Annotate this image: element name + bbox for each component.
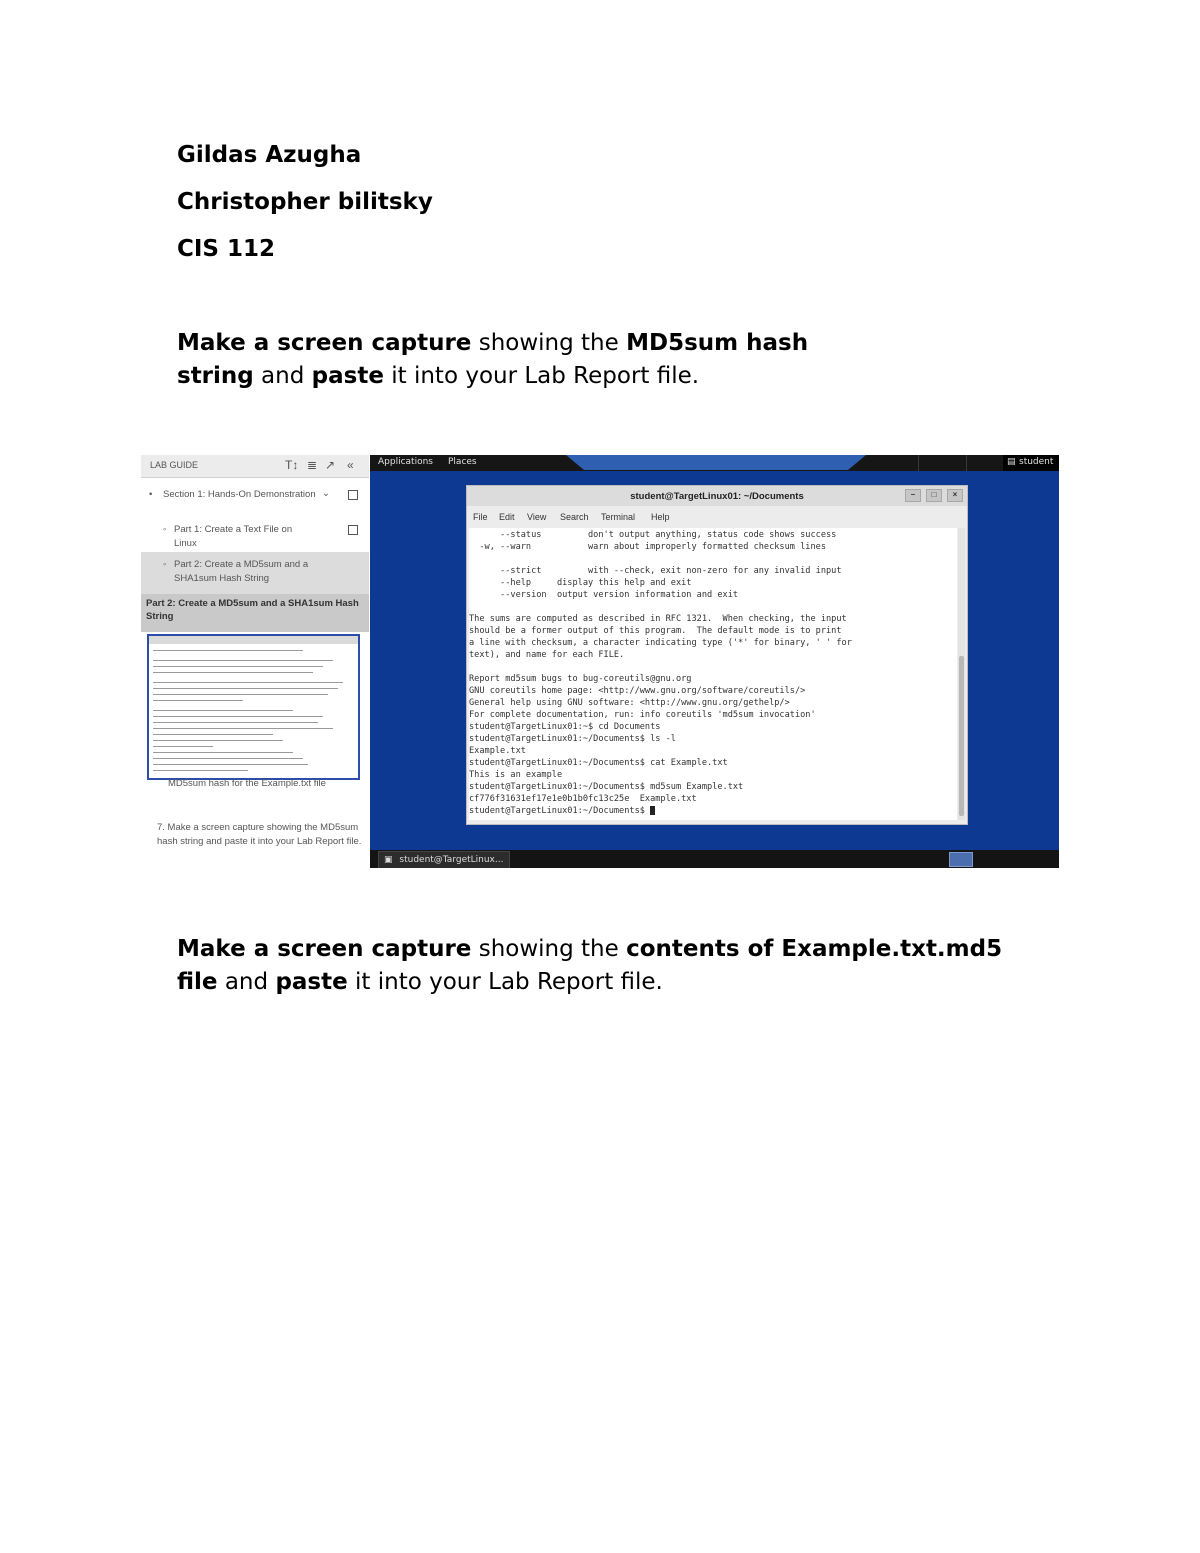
chevron-down-icon[interactable]: ⌄ xyxy=(322,488,330,499)
sub-bullet-icon: ◦ xyxy=(163,559,167,570)
menu-search[interactable]: Search xyxy=(560,512,589,522)
instruction-text: showing the xyxy=(471,936,627,962)
thumbnail-line xyxy=(153,722,318,723)
places-menu[interactable]: Places xyxy=(448,457,477,467)
thumbnail-line xyxy=(153,770,248,771)
bullet-icon: • xyxy=(149,489,153,500)
thumbnail-line xyxy=(153,710,293,711)
scrollbar-thumb[interactable] xyxy=(959,656,964,816)
instruction-text: it into your Lab Report file. xyxy=(383,363,700,389)
text-size-icon[interactable]: T↕ xyxy=(285,458,299,472)
part-heading: Part 2: Create a MD5sum and a SHA1sum Hash String xyxy=(146,598,359,622)
thumbnail-line xyxy=(153,650,303,651)
user-icon: ▤ xyxy=(1007,457,1016,467)
thumbnail-line xyxy=(153,672,313,673)
lab-guide-title: LAB GUIDE xyxy=(150,460,199,470)
terminal-line: student@TargetLinux01:~/Documents$ cat Example.txt xyxy=(469,758,728,768)
taskbar-terminal-button[interactable] xyxy=(378,851,510,868)
terminal-line: For complete documentation, run: info coreutils 'md5sum invocation' xyxy=(469,710,816,720)
collapse-icon[interactable]: « xyxy=(347,458,354,472)
volume-icon[interactable] xyxy=(918,455,959,471)
close-button[interactable]: × xyxy=(947,489,963,502)
menu-help[interactable]: Help xyxy=(651,512,670,522)
instruction-emphasis: paste xyxy=(275,969,348,995)
terminal-scrollbar[interactable] xyxy=(958,528,965,820)
terminal-line: -w, --warn warn about improperly formatted checksum lines xyxy=(469,542,826,552)
terminal-line: --help display this help and exit xyxy=(469,578,692,588)
thumbnail-line xyxy=(153,734,273,735)
applications-menu[interactable]: Applications xyxy=(378,457,433,467)
instruction-emphasis: MD5sum hash string xyxy=(177,330,809,389)
external-link-icon[interactable]: ↗ xyxy=(325,458,336,472)
lab-guide-panel xyxy=(141,455,369,868)
terminal-window[interactable] xyxy=(466,485,968,825)
guide-section-item[interactable]: Section 1: Hands-On Demonstration xyxy=(163,489,316,500)
author-name: Gildas Azugha xyxy=(177,142,362,168)
maximize-button[interactable]: □ xyxy=(926,489,942,502)
lab-guide-header xyxy=(141,455,369,478)
thumbnail-line xyxy=(153,764,308,765)
thumbnail-line xyxy=(153,688,338,689)
guide-step-7: 7. Make a screen capture showing the MD5sum hash string and paste it into your Lab Report file. xyxy=(157,822,362,847)
minimize-button[interactable]: – xyxy=(905,489,921,502)
text-cursor xyxy=(650,806,655,815)
thumbnail-line xyxy=(153,728,333,729)
thumbnail-caption: MD5sum hash for the Example.txt file xyxy=(168,778,326,789)
instruction-emphasis: contents of Example.txt.md5 file xyxy=(177,936,1003,995)
thumbnail-titlebar xyxy=(149,636,358,644)
instruction-emphasis: paste xyxy=(311,363,384,389)
sub-bullet-icon: ◦ xyxy=(163,524,167,535)
thumbnail-line xyxy=(153,700,243,701)
lab-screenshot xyxy=(141,455,1059,868)
user-menu[interactable] xyxy=(1003,455,1059,471)
desktop-top-panel xyxy=(370,455,1059,471)
section-checkbox[interactable] xyxy=(348,490,358,500)
thumbnail-line xyxy=(153,758,303,759)
terminal-line: student@TargetLinux01:~/Documents$ md5sum Example.txt xyxy=(469,782,744,792)
terminal-title: student@TargetLinux01: ~/Documents xyxy=(630,491,804,502)
terminal-line: Example.txt xyxy=(469,746,526,756)
menu-terminal[interactable]: Terminal xyxy=(601,512,636,522)
thumbnail-line xyxy=(153,660,333,661)
terminal-line: student@TargetLinux01:~$ cd Documents xyxy=(469,722,661,732)
panel-center-tab[interactable] xyxy=(566,455,866,470)
user-name: student xyxy=(1019,457,1054,467)
terminal-icon: ▣ xyxy=(384,855,393,865)
instruction-md5-file xyxy=(177,933,1037,999)
terminal-line: --status don't output anything, status code shows success xyxy=(469,530,837,540)
menu-view[interactable]: View xyxy=(527,512,547,522)
thumbnail-line xyxy=(153,682,343,683)
thumbnail-line xyxy=(153,746,213,747)
terminal-line: GNU coreutils home page: <http://www.gnu.org/software/coreutils/> xyxy=(469,686,806,696)
linux-desktop xyxy=(370,455,1059,868)
print-icon[interactable]: ≣ xyxy=(307,458,318,472)
terminal-line: Report md5sum bugs to bug-coreutils@gnu.org xyxy=(469,674,692,684)
instruction-emphasis: Make a screen capture xyxy=(177,936,472,962)
terminal-line: a line with checksum, a character indicating type ('*' for binary, ' ' for xyxy=(469,638,852,648)
thumbnail-line xyxy=(153,716,323,717)
terminal-line: should be a former output of this program. The default mode is to print xyxy=(469,626,842,636)
thumbnail-line xyxy=(153,752,293,753)
terminal-menubar xyxy=(467,510,967,524)
taskbar-window-label: student@TargetLinux... xyxy=(399,855,504,865)
desktop-taskbar xyxy=(370,850,1059,868)
terminal-line: text), and name for each FILE. xyxy=(469,650,625,660)
terminal-output[interactable] xyxy=(469,528,957,820)
instruction-md5-hash xyxy=(177,327,837,393)
instructor-name: Christopher bilitsky xyxy=(177,189,433,215)
terminal-prompt xyxy=(469,806,655,816)
thumbnail-line xyxy=(153,666,323,667)
instruction-text: and xyxy=(217,969,276,995)
guide-part1-item[interactable]: Part 1: Create a Text File on Linux xyxy=(174,524,293,549)
terminal-line: General help using GNU software: <http://www.gnu.org/gethelp/> xyxy=(469,698,790,708)
terminal-line: This is an example xyxy=(469,770,563,780)
terminal-line: student@TargetLinux01:~/Documents$ ls -l xyxy=(469,734,676,744)
instruction-emphasis: Make a screen capture xyxy=(177,330,472,356)
workspace-switcher[interactable] xyxy=(949,852,973,867)
guide-part2-item[interactable]: Part 2: Create a MD5sum and a SHA1sum Hash String xyxy=(174,559,309,584)
md5-hash-output: cf776f31631ef17e1e0b1b0fc13c25e Example.txt xyxy=(469,794,697,804)
terminal-titlebar[interactable] xyxy=(467,486,967,506)
network-icon[interactable] xyxy=(966,455,1003,471)
part1-checkbox[interactable] xyxy=(348,525,358,535)
instruction-text: and xyxy=(253,363,312,389)
instruction-text: it into your Lab Report file. xyxy=(347,969,663,995)
terminal-line: --version output version information and exit xyxy=(469,590,739,600)
terminal-line: The sums are computed as described in RFC 1321. When checking, the input xyxy=(469,614,847,624)
thumbnail-line xyxy=(153,740,283,741)
menu-file[interactable]: File xyxy=(473,512,488,522)
instruction-text: showing the xyxy=(471,330,627,356)
thumbnail-line xyxy=(153,694,328,695)
thumbnail-image[interactable] xyxy=(147,634,360,780)
terminal-line: --strict with --check, exit non-zero for any invalid input xyxy=(469,566,842,576)
course-code: CIS 112 xyxy=(177,236,276,262)
menu-edit[interactable]: Edit xyxy=(499,512,515,522)
prompt-text: student@TargetLinux01:~/Documents$ xyxy=(469,806,651,816)
